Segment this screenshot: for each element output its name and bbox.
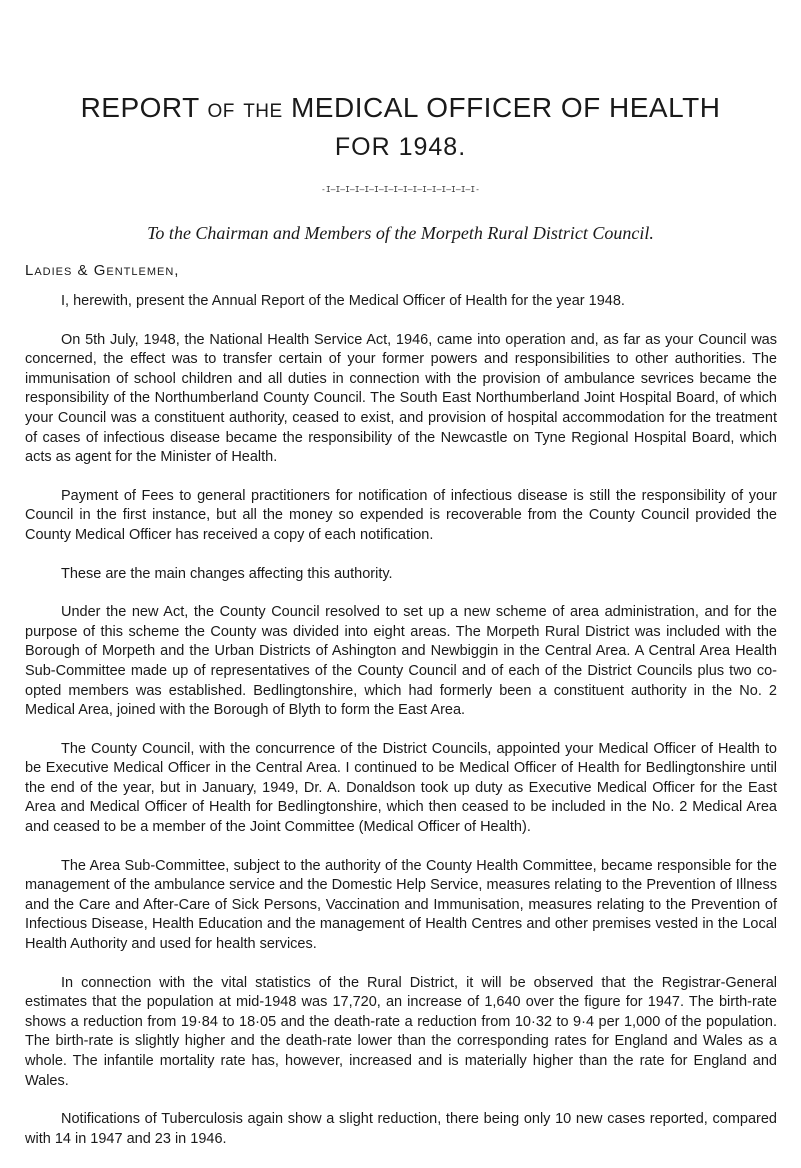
paragraph-intro: I, herewith, present the Annual Report of the Medical Officer of Health for the year 1948. [61,293,625,309]
report-year: FOR 1948. [334,133,467,161]
paragraph-area-scheme: Under the new Act, the County Council resolved to set up a new scheme of area administration, and for the purpose of this scheme the County was divided into eight areas. The Morpeth Rural District was included with the Borough of Morpeth and the Urban Districts of Ashington and Newbiggin in the Central Area. A Central Area Health Sub-Committee made up of representatives of the County Council and of each of the District Councils plus two co-opted members was established. Bedlingtonshire, which had formerly been a constituent authority in the No. 2 Medical Area, joined with the Borough of Blyth to form the East Area. [25,604,777,719]
paragraph-nhs-act: On 5th July, 1948, the National Health Service Act, 1946, came into operation and, as far as your Council was concerned, the effect was to transfer certain of your former powers and responsibilities to other authorities. The immunisation of school children and all duties in connection with the provision of ambulance sevrices became the responsibility of the Northumberland County Council. The South East Northumberland Joint Hospital Board, of which your Council was a constituent authority, ceased to exist, and provision of hospital accommodation for the treatment of cases of infectious disease became the responsibility of the Newcastle on Tyne Regional Hospital Board, which acts as agent for the Minister of Health. [25,331,777,466]
decorative-divider: -I—I—I—I—I—I—I—I—I—I—I—I—I—I—I—I- [321,185,480,194]
paragraph-tuberculosis: Notifications of Tuberculosis again show a slight reduction, there being only 10 new cases reported, compared with 14 in 1947 and 23 in 1946. [25,1111,777,1147]
report-title [0,92,801,128]
salutation: Ladies & Gentlemen, [25,262,180,279]
paragraph-main-changes: These are the main changes affecting this authority. [61,565,393,582]
address-line: To the Chairman and Members of the Morpeth Rural District Council. [147,223,654,243]
paragraph-sub-committee: The Area Sub-Committee, subject to the authority of the County Health Committee, became responsible for the management of the ambulance service and the Domestic Help Service, measures relating to the Prevention of Illness and the Care and After-Care of Sick Persons, Vaccination and Immunisation, measures relating to the Prevention of Infectious Disease, Health Education and the management of Health Centres and other premises vested in the Local Health Authority and used for health services. [25,857,777,953]
title-word-report: REPORT [80,92,200,123]
paragraph-vital-statistics: In connection with the vital statistics of the Rural District, it will be observed that the Registrar-General estimates that the population at mid-1948 was 17,720, an increase of 1,640 over the figure for 1947. The birth-rate shows a reduction from 19·84 to 18·05 and the death-rate a reduction from 10·32 to 9·4 per 1,000 of the population. The birth-rate is slightly higher and the death-rate lower than the corresponding rates for England and Wales as a whole. The infantile mortality rate has, however, increased and is materially higher than the rate for England and Wales. [25,974,777,1089]
report-body [25,292,777,1168]
paragraph-fees: Payment of Fees to general practitioners for notification of infectious disease is still the responsibility of your Council in the first instance, but all the money so expended is recoverable from the County Council provided the County Medical Officer has received a copy of each notification. [25,487,777,543]
paragraph-appointment: The County Council, with the concurrence of the District Councils, appointed your Medical Officer of Health to be Executive Medical Officer in the Central Area. I continued to be Medical Officer of Health for Bedlingtonshire until the end of the year, but in January, 1949, Dr. A. Donaldson took up duty as Executive Medical Officer for the East Area and Medical Officer of Health for Bedlingtonshire, which then ceased to be included in the No. 2 Medical Area and ceased to be a member of the Joint Committee (Medical Officer of Health). [25,740,777,836]
title-word-the: THE [243,101,283,122]
title-rest: MEDICAL OFFICER OF HEALTH [290,92,721,123]
title-word-of: OF [207,101,235,122]
